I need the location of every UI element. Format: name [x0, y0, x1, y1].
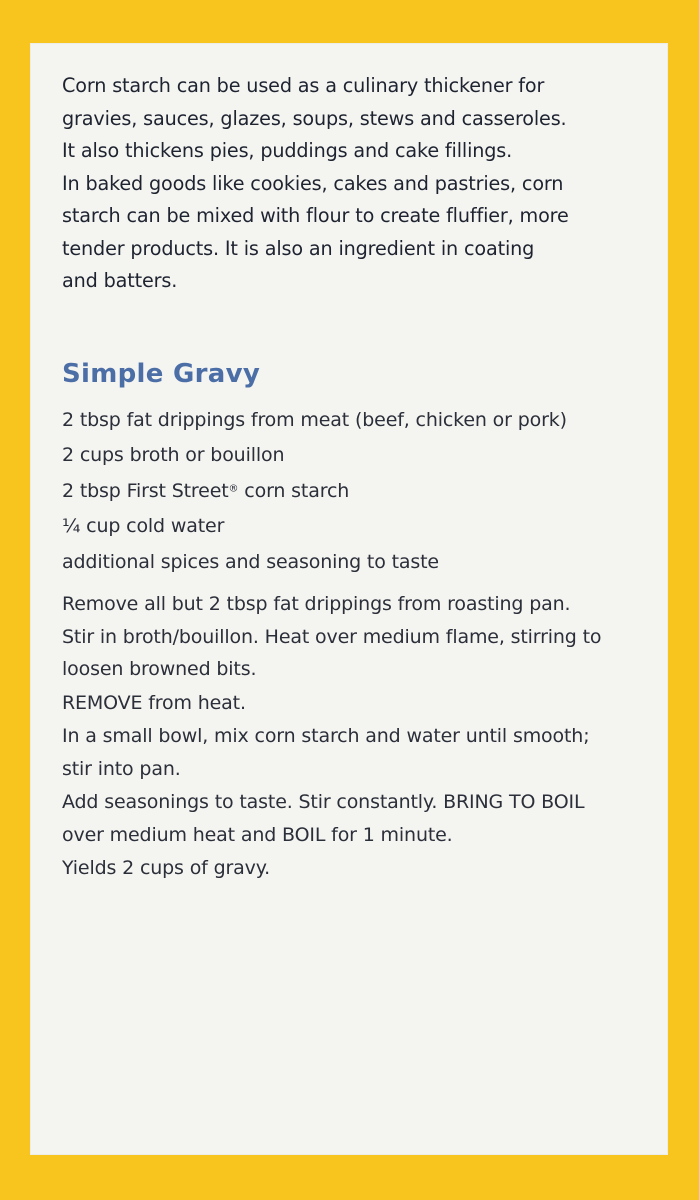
instruction-step-4-line-1: Add seasonings to taste. Stir constantly. BRING TO BOIL [62, 791, 585, 813]
intro-line-6: tender products. It is also an ingredient in coating [62, 236, 535, 260]
instruction-step-1-line-3: loosen browned bits. [62, 658, 257, 680]
instruction-step-4-line-2: over medium heat and BOIL for 1 minute. [62, 823, 453, 846]
recipe-title: Simple Gravy [62, 358, 261, 389]
ingredient-seasoning: additional spices and seasoning to taste [62, 550, 439, 573]
instruction-step-4 [62, 786, 652, 851]
registered-mark: ® [228, 483, 239, 494]
instruction-step-1-line-1: Remove all but 2 tbsp fat drippings from roasting pan. [62, 593, 571, 615]
ingredient-corn-starch-text: 2 tbsp First Street [62, 479, 229, 502]
intro-line-7: and batters. [62, 269, 178, 292]
intro-line-1: Corn starch can be used as a culinary thickener for [62, 74, 545, 97]
ingredient-corn-starch [62, 474, 652, 510]
recipe-content [62, 70, 652, 886]
ingredient-fat-drippings: 2 tbsp fat drippings from meat (beef, chicken or pork) [62, 408, 567, 431]
instruction-step-5: Yields 2 cups of gravy. [62, 857, 271, 879]
instruction-step-1-line-2: Stir in broth/bouillon. Heat over medium flame, stirring to [62, 625, 602, 648]
instruction-step-2: REMOVE from heat. [62, 691, 246, 714]
intro-paragraph [62, 70, 652, 298]
intro-line-2: gravies, sauces, glazes, soups, stews and casseroles. [62, 106, 567, 130]
instruction-step-3 [62, 720, 652, 785]
ingredient-list [62, 403, 652, 581]
ingredient-cold-water: ¼ cup cold water [62, 515, 225, 537]
intro-line-4: In baked goods like cookies, cakes and pastries, corn [62, 171, 564, 195]
instruction-list [62, 588, 652, 885]
instruction-step-3-line-1: In a small bowl, mix corn starch and water until smooth; [62, 725, 590, 747]
instruction-step-3-line-2: stir into pan. [62, 757, 181, 780]
ingredient-broth: 2 cups broth or bouillon [62, 444, 285, 466]
instruction-step-1 [62, 588, 652, 686]
intro-line-5: starch can be mixed with flour to create fluffier, more [62, 204, 569, 227]
ingredient-corn-starch-suffix: corn starch [238, 479, 350, 502]
intro-line-3: It also thickens pies, puddings and cake fillings. [62, 139, 513, 162]
